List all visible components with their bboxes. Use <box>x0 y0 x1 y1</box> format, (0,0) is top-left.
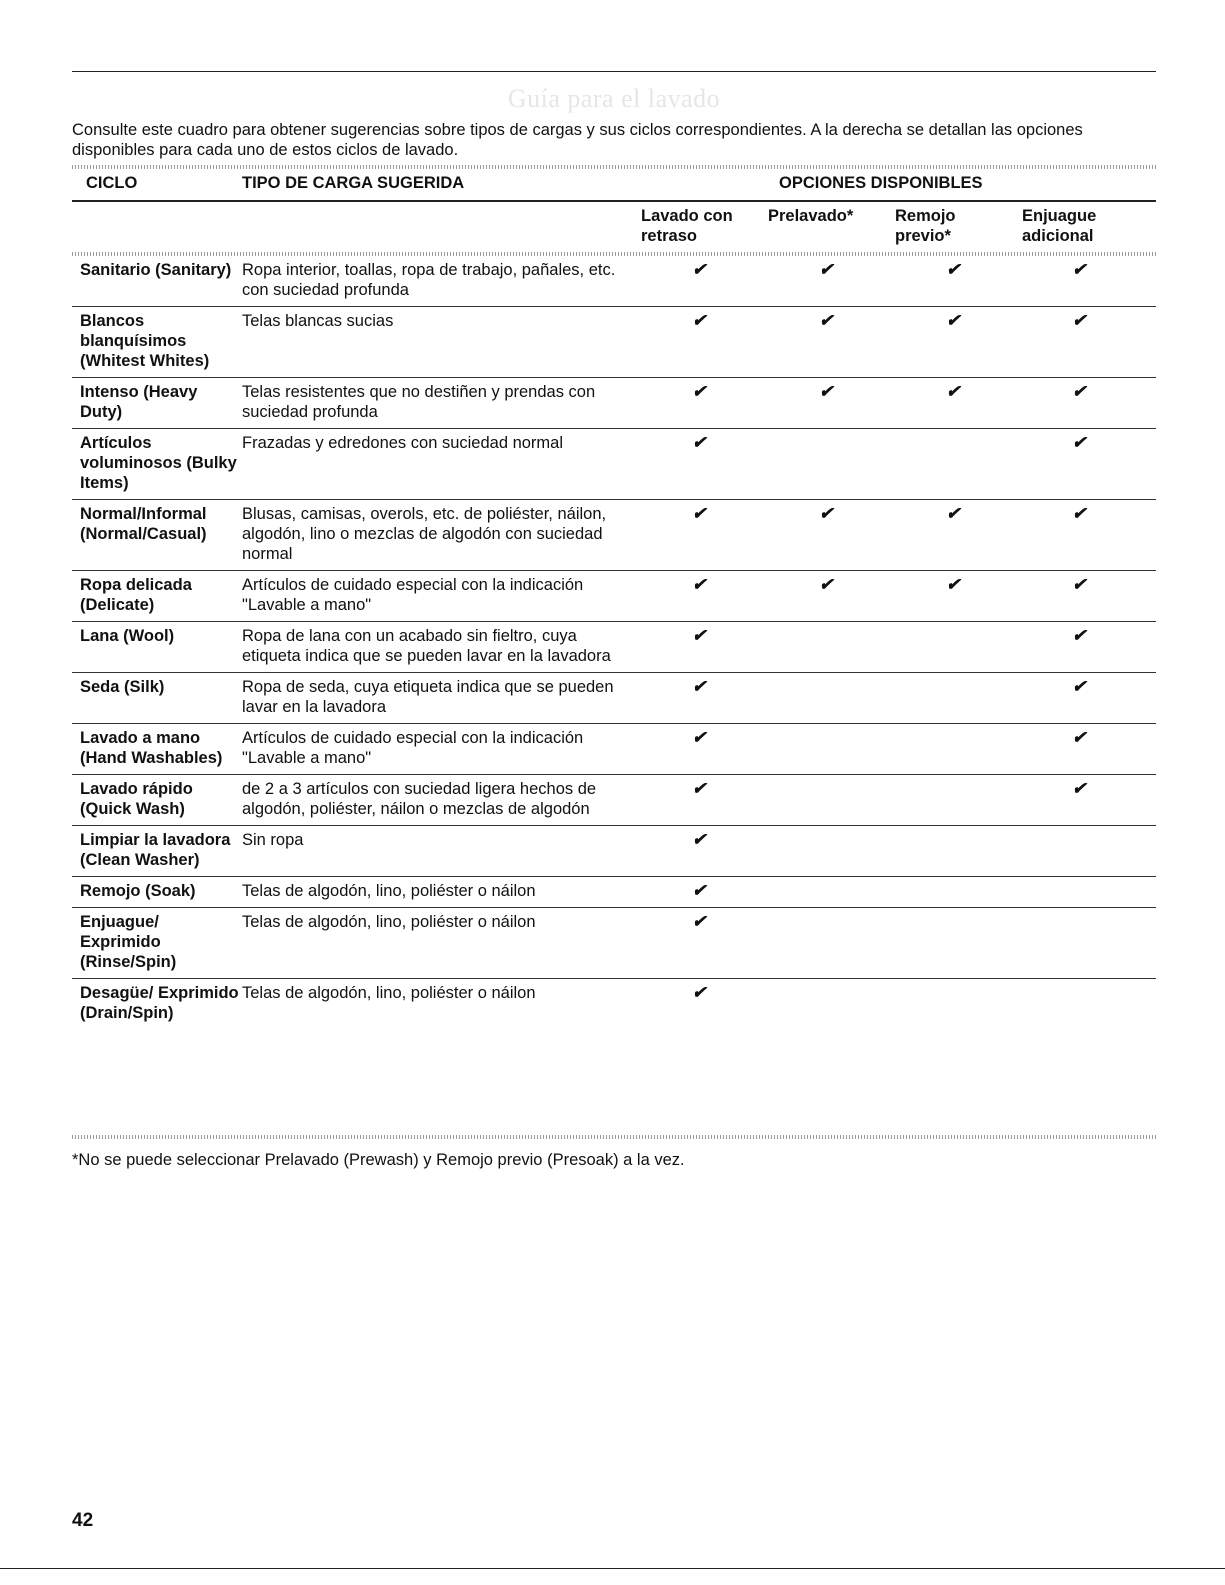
table-row <box>72 908 1156 979</box>
cycle-name: Seda (Silk) <box>80 678 165 696</box>
table-row <box>72 429 1156 500</box>
cycle-name: Lana (Wool) <box>80 627 175 645</box>
check-mark-icon: ✔ <box>1072 382 1087 401</box>
footnote: *No se puede seleccionar Prelavado (Prewash) y Remojo previo (Presoak) a la vez. <box>72 1151 685 1169</box>
check-mark-icon: ✔ <box>946 260 961 279</box>
cycle-name: Lavado rápido (Quick Wash) <box>80 780 193 818</box>
check-mark-icon: ✔ <box>819 382 834 401</box>
check-mark-icon: ✔ <box>692 504 707 523</box>
check-mark-icon: ✔ <box>1072 260 1087 279</box>
check-mark-icon: ✔ <box>692 983 707 1002</box>
check-mark-icon: ✔ <box>1072 626 1087 645</box>
check-mark-icon: ✔ <box>692 830 707 849</box>
cycle-name: Enjuague/ Exprimido (Rinse/Spin) <box>80 913 177 971</box>
suggested-load: Artículos de cuidado especial con la indicación "Lavable a mano" <box>242 576 584 614</box>
table-row <box>72 571 1156 622</box>
header-cycle: CICLO <box>86 174 138 192</box>
cycle-name: Remojo (Soak) <box>80 882 196 900</box>
check-mark-icon: ✔ <box>692 677 707 696</box>
suggested-load: de 2 a 3 artículos con suciedad ligera hechos de algodón, poliéster, náilon o mezclas de algodón <box>242 780 597 818</box>
table-row <box>72 256 1156 307</box>
page-number: 42 <box>72 1510 94 1531</box>
check-mark-icon: ✔ <box>692 433 707 452</box>
check-mark-icon: ✔ <box>1072 311 1087 330</box>
cycle-name: Limpiar la lavadora (Clean Washer) <box>80 831 231 869</box>
check-mark-icon: ✔ <box>819 575 834 594</box>
table-row <box>72 775 1156 826</box>
header-load: TIPO DE CARGA SUGERIDA <box>242 174 465 192</box>
table-row <box>72 826 1156 877</box>
check-mark-icon: ✔ <box>1072 779 1087 798</box>
check-mark-icon: ✔ <box>692 382 707 401</box>
check-mark-icon: ✔ <box>1072 677 1087 696</box>
suggested-load: Blusas, camisas, overols, etc. de poliéster, náilon, algodón, lino o mezclas de algodón con suciedad normal <box>242 505 607 563</box>
check-mark-icon: ✔ <box>1072 433 1087 452</box>
top-rule <box>72 71 1156 72</box>
cycle-name: Sanitario (Sanitary) <box>80 261 232 279</box>
option-header-delay: Lavado con retraso <box>641 207 733 245</box>
suggested-load: Telas de algodón, lino, poliéster o náilon <box>242 882 536 900</box>
suggested-load: Ropa interior, toallas, ropa de trabajo, pañales, etc. con suciedad profunda <box>242 261 616 299</box>
check-mark-icon: ✔ <box>692 779 707 798</box>
check-mark-icon: ✔ <box>946 311 961 330</box>
cycle-name: Desagüe/ Exprimido (Drain/Spin) <box>80 984 239 1022</box>
check-mark-icon: ✔ <box>946 504 961 523</box>
option-header-extra-rinse: Enjuague adicional <box>1022 207 1097 245</box>
suggested-load: Telas de algodón, lino, poliéster o náilon <box>242 984 536 1002</box>
check-mark-icon: ✔ <box>946 575 961 594</box>
bottom-rule <box>0 1568 1225 1569</box>
check-mark-icon: ✔ <box>692 626 707 645</box>
check-mark-icon: ✔ <box>1072 575 1087 594</box>
check-mark-icon: ✔ <box>819 311 834 330</box>
header-options: OPCIONES DISPONIBLES <box>779 174 983 192</box>
check-mark-icon: ✔ <box>819 504 834 523</box>
suggested-load: Telas resistentes que no destiñen y prendas con suciedad profunda <box>242 383 596 421</box>
check-mark-icon: ✔ <box>692 881 707 900</box>
cycle-name: Intenso (Heavy Duty) <box>80 383 198 421</box>
check-mark-icon: ✔ <box>692 728 707 747</box>
check-mark-icon: ✔ <box>946 382 961 401</box>
page-title: Guía para el lavado <box>507 84 721 113</box>
table-header <box>72 172 1156 202</box>
option-header-presoak: Remojo previo* <box>895 207 956 245</box>
table-row <box>72 500 1156 571</box>
check-mark-icon: ✔ <box>692 575 707 594</box>
suggested-load: Ropa de seda, cuya etiqueta indica que se pueden lavar en la lavadora <box>242 678 614 716</box>
table-row <box>72 622 1156 673</box>
check-mark-icon: ✔ <box>819 260 834 279</box>
cycle-name: Blancos blanquísimos (Whitest Whites) <box>80 312 210 370</box>
suggested-load: Sin ropa <box>242 831 304 849</box>
table-row <box>72 877 1156 908</box>
check-mark-icon: ✔ <box>692 311 707 330</box>
suggested-load: Frazadas y edredones con suciedad normal <box>242 434 564 452</box>
option-subheaders <box>72 206 1156 250</box>
dotted-divider <box>72 165 1156 169</box>
check-mark-icon: ✔ <box>692 260 707 279</box>
cycle-table <box>72 256 1156 1029</box>
table-row <box>72 979 1156 1029</box>
suggested-load: Ropa de lana con un acabado sin fieltro, cuya etiqueta indica que se pueden lavar en la lavadora <box>242 627 611 665</box>
table-row <box>72 307 1156 378</box>
suggested-load: Telas blancas sucias <box>242 312 394 330</box>
table-row <box>72 673 1156 724</box>
intro-paragraph: Consulte este cuadro para obtener sugerencias sobre tipos de cargas y sus ciclos correspondientes. A la derecha se detallan las opciones disponibles para cada uno de estos ciclos de lavado. <box>72 121 1083 159</box>
option-header-prewash: Prelavado* <box>768 207 854 225</box>
cycle-name: Lavado a mano (Hand Washables) <box>80 729 223 767</box>
dotted-divider <box>72 1135 1156 1139</box>
check-mark-icon: ✔ <box>692 912 707 931</box>
suggested-load: Artículos de cuidado especial con la indicación "Lavable a mano" <box>242 729 584 767</box>
check-mark-icon: ✔ <box>1072 728 1087 747</box>
table-row <box>72 724 1156 775</box>
cycle-name: Artículos voluminosos (Bulky Items) <box>80 434 237 492</box>
cycle-name: Normal/Informal (Normal/Casual) <box>80 505 207 543</box>
suggested-load: Telas de algodón, lino, poliéster o náilon <box>242 913 536 931</box>
table-row <box>72 378 1156 429</box>
cycle-name: Ropa delicada (Delicate) <box>80 576 192 614</box>
check-mark-icon: ✔ <box>1072 504 1087 523</box>
